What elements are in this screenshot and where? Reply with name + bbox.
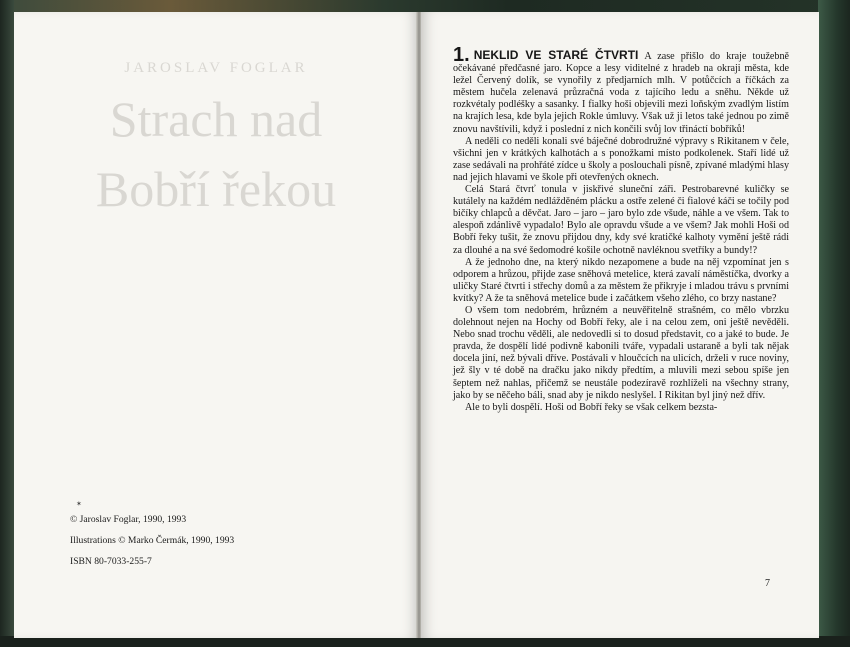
colophon — [70, 513, 234, 568]
paragraph-6: Ale to byli dospělí. Hoši od Bobří řeky se však celkem bezsta- — [465, 401, 718, 413]
isbn-line: ISBN 80-7033-255-7 — [70, 556, 152, 567]
illustrations-line: Illustrations © Marko Čermák, 1990, 1993 — [70, 535, 235, 546]
paragraph-5: O všem tom nedobrém, hrůzném a neuvěřitelně strašném, co mělo vbrzku dolehnout nejen na Hochy od Bobří řeky, ale i na celou zem, oni ještě nevěděli. Nebo snad trochu věděli, ale nedovedli si to dosud představit, co a jaké to bude. Je pravda, že dospělí lidé podivně kabonili tváře, vypadali ustaraně a byli tak nějak docela jiní, než bývali dříve. Postávali v hloučcích na ulicích, drželi v ruce noviny, jež šly v té době na dračku jako nikdy předtím, a mluvili mezi sebou spíše jen šeptem než nahlas, přičemž se neustále podezíravě rozhlíželi na všechny strany, jako by se něčeho báli, snad aby je nikdo neslyšel. I Rikitan byl jiný než dřív. — [453, 304, 789, 401]
show-through-author: JAROSLAV FOGLAR — [124, 60, 308, 76]
decorative-mark: ✶ — [76, 500, 82, 508]
book-cover-left-edge — [0, 0, 14, 647]
chapter-number: 1. — [453, 44, 470, 66]
right-page — [421, 12, 819, 638]
chapter-title: NEKLID VE STARÉ ČTVRTI — [473, 48, 639, 62]
book-cover-right-edge — [818, 0, 850, 647]
paragraph-2: A neděli co neděli konali své báječné dobrodružné výpravy s Rikitanem v čele, všichni jen v krátkých kalhotách a s ponožkami místo podkolenek. Staří lidé už zase sedávali na prohřáté zídce u školy a poslouchali písně, zpívané mladými hlasy nad jejich hlavami ve škole při otevřených oknech. — [453, 135, 789, 183]
page-number: 7 — [765, 578, 770, 589]
copyright-line: © Jaroslav Foglar, 1990, 1993 — [70, 514, 187, 525]
show-through-title-line2: Bobří řekou — [95, 161, 337, 217]
paragraph-4: A že jednoho dne, na který nikdo nezapomene a bude na něj vzpomínat jen s odporem a hrůzou, přijde zase sněhová metelice, která zavalí náměstíčka, dvorky a uličky Staré čtvrti i střechy domů a za městem že přikryje i mladou trávu s prvními kvítky? A že ta sněhová metelice bude i začátkem všeho zlého, co brzy nastane? — [453, 256, 789, 304]
paragraph-1 — [453, 44, 789, 136]
left-page — [14, 12, 418, 638]
paragraph-3: Celá Stará čtvrť tonula v jiskřivé sluneční záři. Pestrobarevné kuličky se kutálely na každém nedlážděném plácku a ostře zelené či fialové káči se točily pod bičíky chlapců a děvčat. Jaro – jaro – jaro bylo zde všude, náhle a ve všem. Tak to alespoň zdánlivě vypadalo! Bylo ale opravdu všude a ve všem? Jak mohli Hoši od Bobří řeky tušit, že znovu přijdou dny, kdy své kratičké kalhoty vymění ještě rádi za dlouhé a na své šedomodré košile ochotně navléknou svetříky a bundy!? — [453, 184, 789, 256]
show-through-title-line1: Strach nad — [109, 91, 323, 147]
paragraph-1-text: A zase přišlo do kraje toužebně očekávané předčasné jaro. Kopce a lesy viditelné z hradeb na okraji města, kde ležel Červený dolík, se vynořily z předjarních mlh. V potůčcích a říčkách za městem hučela zelenavá průzračná voda z tajícího ledu a sněhu. Někde už rozkvétaly podléšky a sasanky. I fialky hoši objevili mezi loňským zvadlým listím na krajích lesa, kde byla jejich Rokle úmluvy. Však už ji letos také jednou po zimě znovu navštívili, když i poslední z nich končili svůj lov třináctí bobříků! — [453, 51, 789, 135]
chapter-text — [453, 44, 789, 414]
